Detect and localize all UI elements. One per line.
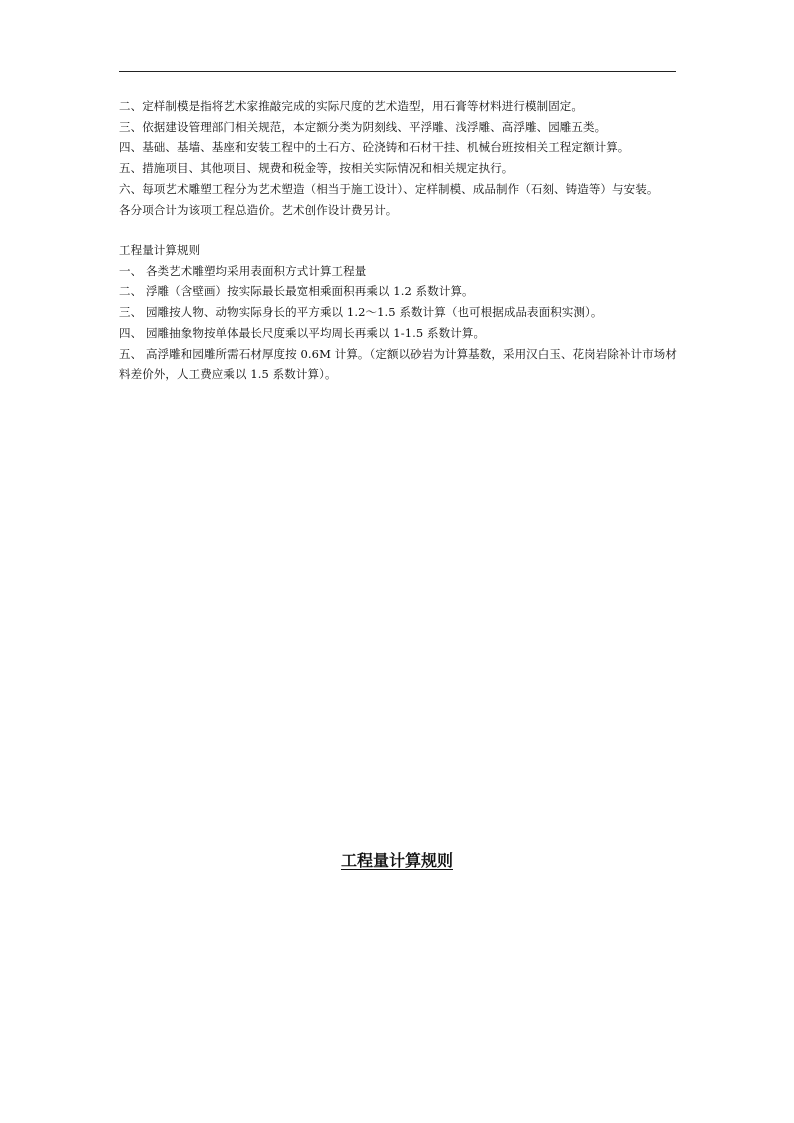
note-line: 二、定样制模是指将艺术家推敲完成的实际尺度的艺术造型，用石膏等材料进行模制固定。 [119,99,583,113]
notes-section [119,96,679,220]
rule-item: 一、 各类艺术雕塑均采用表面积方式计算工程量 [119,263,367,278]
note-line: 三、依据建设管理部门相关规范，本定额分类为阴刻线、平浮雕、浅浮雕、高浮雕、园雕五类。 [119,119,607,134]
note-line: 四、基础、基墙、基座和安装工程中的土石方、砼浇铸和石材干挂、机械台班按相关工程定额计算。 [119,140,630,155]
rules-heading: 工程量计算规则 [119,243,201,257]
rule-item: 二、 浮雕（含壁画）按实际最长最宽相乘面积再乘以 1.2 系数计算。 [119,284,474,299]
rule-item: 三、 园雕按人物、动物实际身长的平方乘以 1.2～1.5 系数计算（也可根据成品表面积实测）。 [119,305,603,320]
rule-item: 四、 园雕抽象物按单体最长尺度乘以平均周长再乘以 1-1.5 系数计算。 [119,325,486,340]
rules-section [119,240,679,385]
rule-item: 五、 高浮雕和园雕所需石材厚度按 0.6M 计算。（定额以砂岩为计算基数，采用汉白玉、花岗岩除补计市场材料差价外，人工费应乘以 1.5 系数计算）。 [119,346,677,382]
header-rule [119,71,676,72]
note-line: 六、每项艺术雕塑工程分为艺术塑造（相当于施工设计）、定样制模、成品制作（石刻、铸造等）与安装。 [119,181,659,196]
note-line: 各分项合计为该项工程总造价。艺术创作设计费另计。 [119,202,398,217]
page-title: 工程量计算规则 [340,851,453,870]
note-line: 五、措施项目、其他项目、规费和税金等，按相关实际情况和相关规定执行。 [119,161,514,176]
